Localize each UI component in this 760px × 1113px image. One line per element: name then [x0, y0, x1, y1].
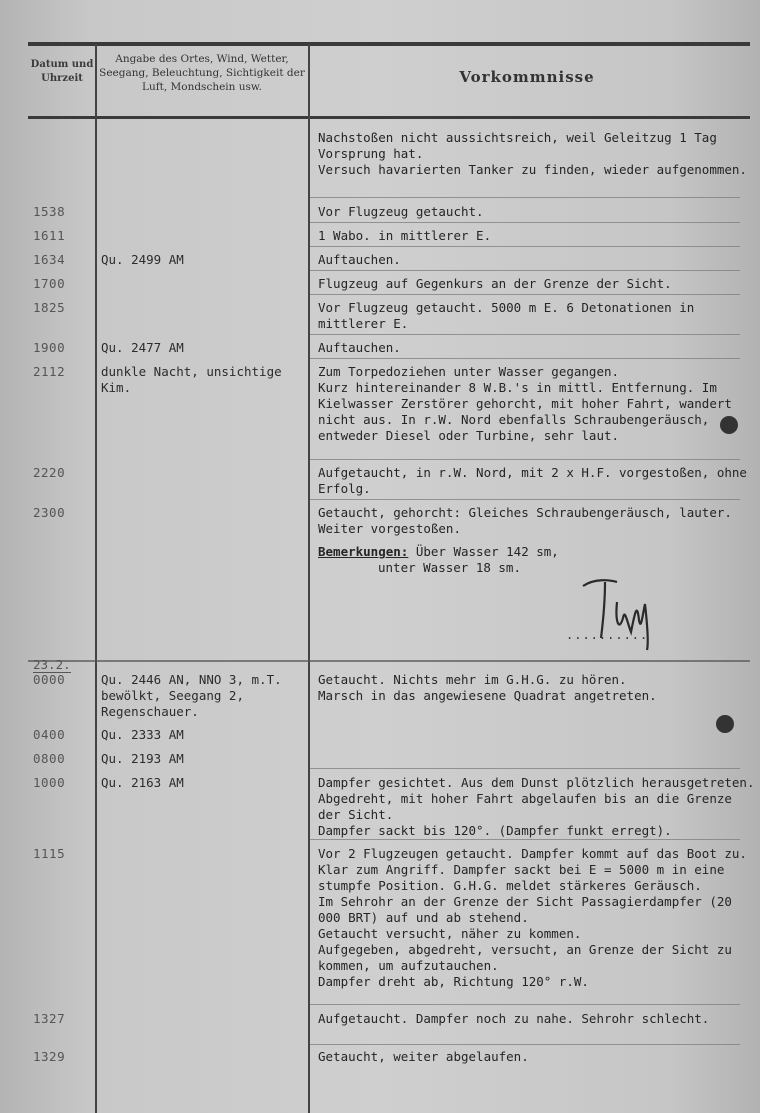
entry-time: 0800: [33, 751, 66, 766]
entry-divider: [310, 1004, 740, 1005]
entry-time: 1329: [33, 1049, 66, 1064]
entry-event: Getaucht, weiter abgelaufen.: [318, 1049, 529, 1064]
signature-dots: ..........: [566, 628, 649, 642]
remark-line-2: unter Wasser 18 sm.: [378, 560, 521, 575]
entry-divider: [310, 246, 740, 247]
entry-event: Aufgetaucht, in r.W. Nord, mit 2 x H.F. vorgestoßen, ohne Erfolg.: [318, 465, 747, 496]
entry-divider: [310, 294, 740, 295]
entry-event: Vor 2 Flugzeugen getaucht. Dampfer kommt auf das Boot zu. Klar zum Angriff. Dampfer sackt bei E = 5000 m in eine stumpfe Position. G.H.G. meldet stärkeres Geräusch. Im Sehrohr an der Grenze der Sicht Passagierdampfer (20 000 BRT) auf und ab stehend. Getaucht versucht, näher zu kommen. Aufgegeben, abgedreht, versucht, an Grenze der Sicht zu kommen, um aufzutauchen. Dampfer dreht ab, Richtung 120° r.W.: [318, 846, 747, 989]
entry-event: Getaucht. Nichts mehr im G.H.G. zu hören. Marsch in das angewiesene Quadrat angetreten.: [318, 672, 657, 703]
remark-surface: Über Wasser 142 sm,: [415, 544, 559, 559]
top-rule: [28, 42, 750, 46]
entry-time: 1900: [33, 340, 66, 355]
header-rule: [28, 116, 750, 119]
entry-event: 1 Wabo. in mittlerer E.: [318, 228, 492, 243]
entry-divider: [310, 499, 740, 500]
column-divider-1: [95, 44, 97, 1113]
entry-event: Nachstoßen nicht aussichtsreich, weil Geleitzug 1 Tag Vorsprung hat. Versuch havarierten Tanker zu finden, wieder aufgenommen.: [318, 130, 747, 177]
entry-time: 1700: [33, 276, 66, 291]
entry-divider: [310, 334, 740, 335]
entry-divider: [310, 459, 740, 460]
entry-place: dunkle Nacht, unsichtige Kim.: [101, 364, 282, 395]
entry-place: Qu. 2477 AM: [101, 340, 184, 355]
entry-divider: [310, 270, 740, 271]
remark-label: Bemerkungen:: [318, 544, 409, 559]
entry-event: Auftauchen.: [318, 252, 401, 267]
entry-time: 1825: [33, 300, 66, 315]
date-mark: 23.2.: [33, 657, 71, 672]
entry-divider: [310, 768, 740, 769]
entry-time: 1538: [33, 204, 66, 219]
entry-event: Flugzeug auf Gegenkurs an der Grenze der Sicht.: [318, 276, 672, 291]
entry-time: 1611: [33, 228, 66, 243]
entry-time: 1000: [33, 775, 66, 790]
entry-divider: [310, 197, 740, 198]
entry-time: 1634: [33, 252, 66, 267]
entry-time: 1115: [33, 846, 66, 861]
day-divider: [28, 660, 750, 662]
entry-time: 2220: [33, 465, 66, 480]
entry-event: Aufgetaucht. Dampfer noch zu nahe. Sehrohr schlecht.: [318, 1011, 710, 1026]
punch-hole: [720, 416, 738, 434]
entry-event: Vor Flugzeug getaucht.: [318, 204, 484, 219]
entry-time: 0400: [33, 727, 66, 742]
remark-line-1: [318, 544, 758, 560]
entry-place: Qu. 2499 AM: [101, 252, 184, 267]
punch-hole: [716, 715, 734, 733]
entry-time: 2300: [33, 505, 66, 520]
header-datum: Datum und Uhrzeit: [30, 59, 94, 84]
header-vorkommnisse: Vorkommnisse: [459, 68, 595, 86]
entry-divider: [310, 839, 740, 840]
entry-place: Qu. 2333 AM: [101, 727, 184, 742]
entry-time: 1327: [33, 1011, 66, 1026]
entry-time: 2112: [33, 364, 66, 379]
entry-divider: [310, 1044, 740, 1045]
entry-event: Zum Torpedoziehen unter Wasser gegangen. Kurz hintereinander 8 W.B.'s in mittl. Entfernung. Im Kielwasser Zerstörer gehorcht, mit hoher Fahrt, wandert nicht aus. In r.W. Nord ebenfalls Schraubengeräusch, entweder Diesel oder Turbine, sehr laut.: [318, 364, 732, 443]
entry-event: Vor Flugzeug getaucht. 5000 m E. 6 Detonationen in mittlerer E.: [318, 300, 695, 331]
entry-divider: [310, 358, 740, 359]
entry-place: Qu. 2163 AM: [101, 775, 184, 790]
entry-divider: [310, 222, 740, 223]
entry-time: 0000: [33, 672, 66, 687]
header-ort: Angabe des Ortes, Wind, Wetter, Seegang, Beleuchtung, Sichtigkeit der Luft, Mondschein usw.: [99, 53, 305, 93]
entry-place: Qu. 2193 AM: [101, 751, 184, 766]
column-divider-2: [308, 44, 310, 1113]
entry-event: Dampfer gesichtet. Aus dem Dunst plötzlich herausgetreten. Abgedreht, mit hoher Fahrt abgelaufen bis an die Grenze der Sicht. Dampfer sackt bis 120°. (Dampfer funkt erregt).: [318, 775, 755, 838]
entry-event: Getaucht, gehorcht: Gleiches Schraubengeräusch, lauter. Weiter vorgestoßen.: [318, 505, 732, 536]
entry-event: Auftauchen.: [318, 340, 401, 355]
entry-place: Qu. 2446 AN, NNO 3, m.T. bewölkt, Seegang 2, Regenschauer.: [101, 672, 282, 719]
